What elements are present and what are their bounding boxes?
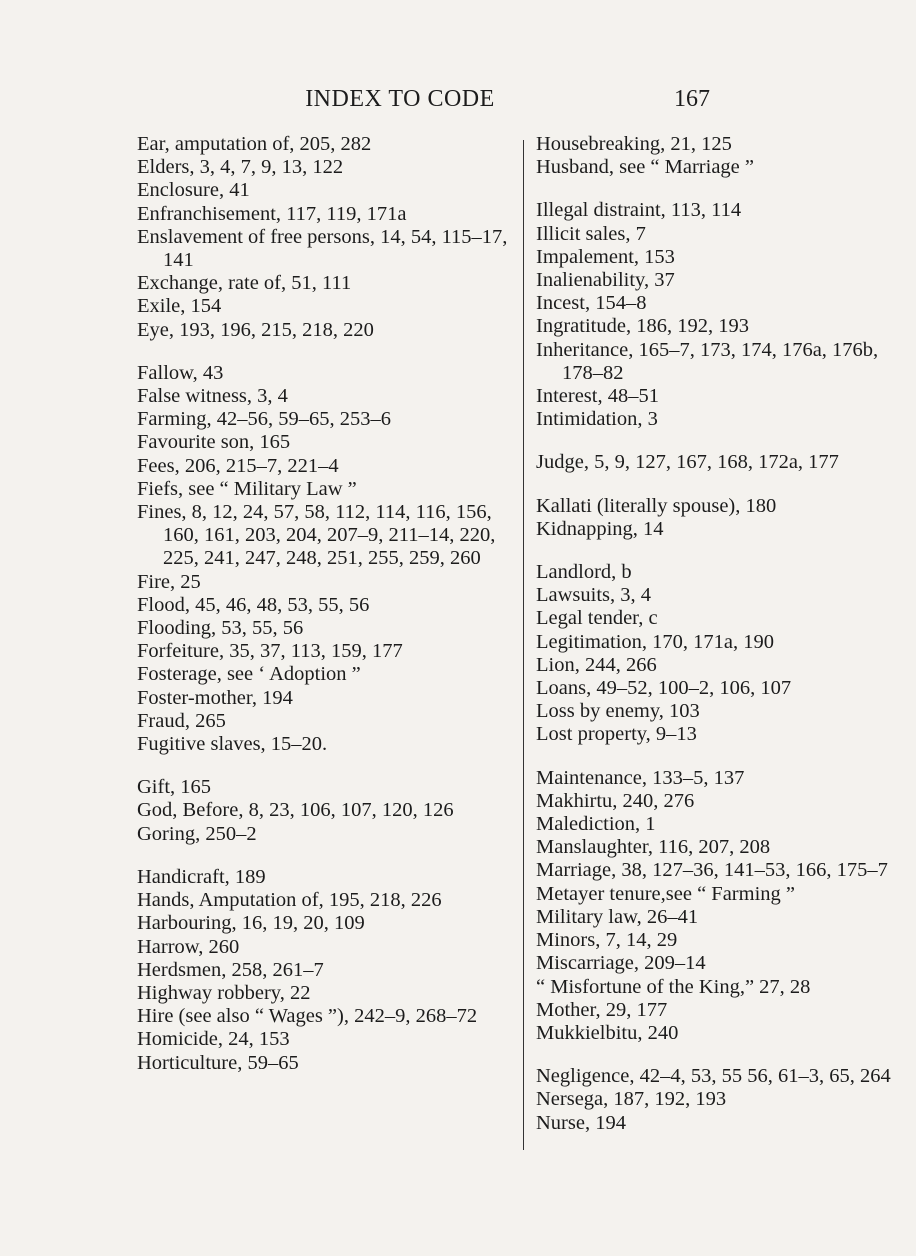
- index-entry: Farming, 42–56, 59–65, 253–6: [137, 408, 391, 431]
- index-column-left: [137, 133, 509, 1095]
- index-entry: Malediction, 1: [536, 813, 656, 836]
- index-entry: Foster-mother, 194: [137, 686, 293, 709]
- index-entry: Harbouring, 16, 19, 20, 109: [137, 912, 365, 935]
- index-entry: Minors, 7, 14, 29: [536, 929, 678, 952]
- index-entry: Elders, 3, 4, 7, 9, 13, 122: [137, 156, 344, 179]
- index-entry: “ Misfortune of the King,” 27, 28: [536, 975, 811, 998]
- index-entry: Nurse, 194: [536, 1111, 626, 1134]
- index-entry: Interest, 48–51: [536, 385, 659, 408]
- index-entry: Miscarriage, 209–14: [536, 952, 706, 975]
- page-header-title: INDEX TO CODE: [305, 86, 495, 112]
- index-entry: Mukkielbitu, 240: [536, 1021, 679, 1044]
- index-entry: Exchange, rate of, 51, 111: [137, 272, 352, 295]
- index-entry: Husband, see “ Marriage ”: [536, 156, 755, 179]
- index-column-right: [536, 133, 916, 1155]
- index-letter-group: [536, 1065, 916, 1135]
- index-letter-group: [536, 133, 916, 179]
- index-entry: Fraud, 265: [137, 709, 226, 732]
- index-entry: Enslavement of free persons, 14, 54, 115–17, 141: [137, 225, 508, 272]
- index-entry: Fire, 25: [137, 570, 201, 593]
- index-entry: Lawsuits, 3, 4: [536, 584, 652, 607]
- index-entry: Horticulture, 59–65: [137, 1051, 299, 1074]
- index-entry: Hire (see also “ Wages ”), 242–9, 268–72: [137, 1005, 478, 1028]
- index-entry: Highway robbery, 22: [137, 981, 311, 1004]
- index-entry: Hands, Amputation of, 195, 218, 226: [137, 889, 442, 912]
- page-number: 167: [674, 86, 710, 112]
- index-entry: Fugitive slaves, 15–20.: [137, 733, 328, 756]
- index-entry: Nersega, 187, 192, 193: [536, 1088, 727, 1111]
- index-entry: Loss by enemy, 103: [536, 700, 700, 723]
- index-entry: Enclosure, 41: [137, 179, 250, 202]
- index-entry: Inalienability, 37: [536, 269, 675, 292]
- index-letter-group: [137, 776, 509, 846]
- index-entry: Lion, 244, 266: [536, 653, 657, 676]
- index-entry: Inheritance, 165–7, 173, 174, 176a, 176b, 178–82: [536, 338, 879, 384]
- index-entry: God, Before, 8, 23, 106, 107, 120, 126: [137, 799, 454, 822]
- index-entry: Fosterage, see ‘ Adoption ”: [137, 663, 361, 686]
- index-entry: Metayer tenure,see “ Farming ”: [536, 882, 795, 905]
- index-entry: Harrow, 260: [137, 935, 240, 958]
- index-entry: Manslaughter, 116, 207, 208: [536, 836, 771, 859]
- index-entry: Flooding, 53, 55, 56: [137, 617, 304, 640]
- index-letter-group: [536, 561, 916, 747]
- index-entry: Kallati (literally spouse), 180: [536, 494, 777, 517]
- index-entry: Homicide, 24, 153: [137, 1028, 290, 1051]
- index-entry: Flood, 45, 46, 48, 53, 55, 56: [137, 593, 370, 616]
- index-entry: Military law, 26–41: [536, 905, 699, 928]
- index-letter-group: [137, 133, 509, 342]
- index-entry: Fiefs, see “ Military Law ”: [137, 477, 357, 500]
- index-entry: Negligence, 42–4, 53, 55 56, 61–3, 65, 264: [536, 1065, 891, 1088]
- index-entry: Enfranchisement, 117, 119, 171a: [137, 202, 407, 225]
- index-entry: Favourite son, 165: [137, 431, 291, 454]
- index-entry: Makhirtu, 240, 276: [536, 789, 695, 812]
- index-letter-group: [536, 767, 916, 1045]
- index-entry: Goring, 250–2: [137, 822, 257, 845]
- index-entry: Ingratitude, 186, 192, 193: [536, 315, 749, 338]
- index-entry: Legal tender, c: [536, 607, 658, 630]
- index-entry: Illegal distraint, 113, 114: [536, 199, 742, 222]
- index-letter-group: [536, 199, 916, 431]
- index-entry: Fallow, 43: [137, 361, 224, 384]
- index-entry: Fines, 8, 12, 24, 57, 58, 112, 114, 116, 156, 160, 161, 203, 204, 207–9, 211–14, 220, 225, 241, 247, 248, 251, 255, 259, 260: [137, 501, 496, 570]
- index-entry: Exile, 154: [137, 295, 222, 318]
- index-letter-group: [137, 362, 509, 756]
- index-entry: Maintenance, 133–5, 137: [536, 766, 745, 789]
- index-entry: Ear, amputation of, 205, 282: [137, 133, 372, 155]
- index-entry: Handicraft, 189: [137, 865, 266, 888]
- index-entry: Illicit sales, 7: [536, 222, 646, 245]
- index-entry: Marriage, 38, 127–36, 141–53, 166, 175–7: [536, 859, 888, 882]
- index-entry: Housebreaking, 21, 125: [536, 133, 732, 155]
- index-entry: Intimidation, 3: [536, 408, 658, 431]
- index-entry: Loans, 49–52, 100–2, 106, 107: [536, 677, 792, 700]
- index-entry: Eye, 193, 196, 215, 218, 220: [137, 318, 374, 341]
- index-entry: Forfeiture, 35, 37, 113, 159, 177: [137, 640, 403, 663]
- index-letter-group: [137, 866, 509, 1075]
- index-entry: Landlord, b: [536, 561, 632, 584]
- index-entry: Legitimation, 170, 171a, 190: [536, 630, 774, 653]
- index-entry: Herdsmen, 258, 261–7: [137, 958, 324, 981]
- index-letter-group: [536, 451, 916, 474]
- index-entry: Mother, 29, 177: [536, 998, 668, 1021]
- index-entry: Gift, 165: [137, 776, 212, 799]
- column-divider: [523, 140, 524, 1150]
- index-entry: Incest, 154–8: [536, 292, 647, 315]
- index-entry: Fees, 206, 215–7, 221–4: [137, 454, 339, 477]
- index-entry: Impalement, 153: [536, 245, 675, 268]
- index-entry: Judge, 5, 9, 127, 167, 168, 172a, 177: [536, 451, 839, 474]
- index-entry: Lost property, 9–13: [536, 723, 697, 746]
- index-entry: Kidnapping, 14: [536, 517, 664, 540]
- index-letter-group: [536, 495, 916, 541]
- index-entry: False witness, 3, 4: [137, 385, 288, 408]
